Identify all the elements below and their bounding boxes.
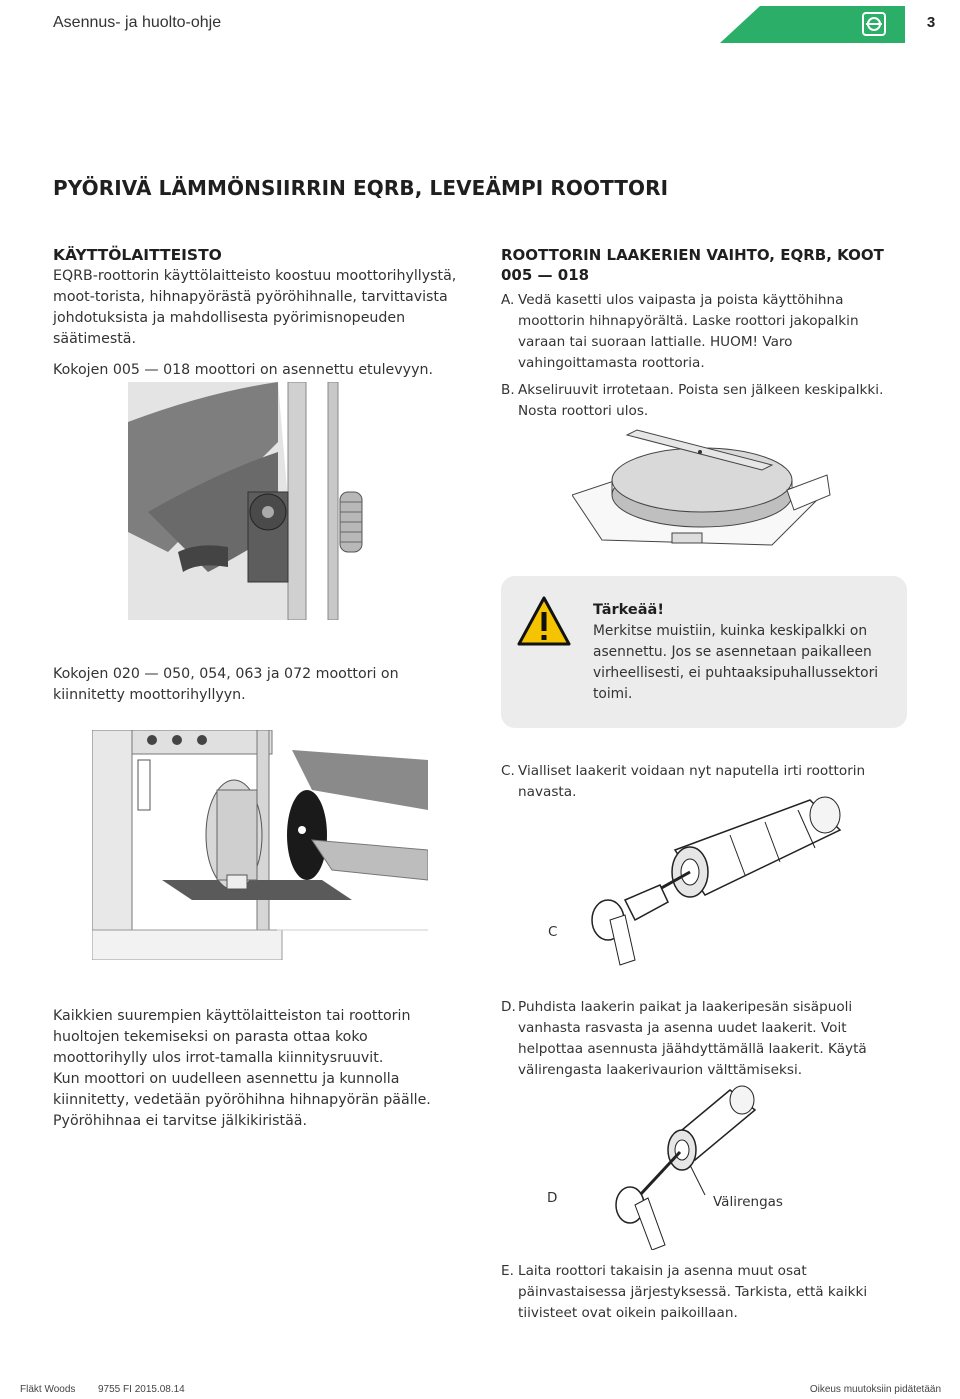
- page-number: 3: [926, 14, 936, 31]
- rotor-beam-figure: [572, 425, 834, 555]
- step-b: [501, 380, 901, 422]
- step-e: [501, 1261, 901, 1324]
- spacer-ring-figure: [600, 1080, 770, 1250]
- drive-section: [53, 245, 463, 381]
- spacer-ring-callout: Välirengas: [713, 1194, 783, 1210]
- footer-brand: Fläkt Woods: [20, 1384, 76, 1395]
- drive-intro: EQRB-roottorin käyttölaitteisto koostuu moottorihyllystä, moot-torista, hihnapyörästä pyöröhihnalle, tarvittavista johdotuksista ja mahdollisesta pyörimisnopeuden säätimestä.: [53, 268, 457, 347]
- step-a: [501, 290, 901, 374]
- document-header-title: Asennus- ja huolto-ohje: [53, 14, 222, 31]
- warning-content: [593, 600, 893, 705]
- service-text-1: Kaikkien suurempien käyttölaitteiston tai roottorin huoltojen tekemiseksi on parasta ottaa koko moottorihylly ulos irrot-tamalla kiinnitysruuvit.: [53, 1008, 411, 1066]
- step-d-letter: D.: [501, 999, 516, 1015]
- figure-c-label: C: [548, 924, 558, 940]
- service-text-2: Kun moottori on uudelleen asennettu ja kunnolla kiinnitetty, vedetään pyöröhihna hihnapyörän päälle.: [53, 1071, 431, 1108]
- warning-text: Merkitse muistiin, kuinka keskipalkki on asennettu. Jos se asennetaan paikalleen virheellisesti, ei puhtaaksipuhallussektori toimi.: [593, 623, 879, 702]
- step-a-text: Vedä kasetti ulos vaipasta ja poista käyttöhihna moottorin hihnapyörältä. Laske roottori jakopalkin varaan tai suoraan lattialle. HUOM! Varo vahingoittamasta roottoria.: [518, 292, 859, 371]
- step-e-letter: E.: [501, 1263, 514, 1279]
- bearing-heading: ROOTTORIN LAAKERIEN VAIHTO, EQRB, KOOT 005 — 018: [501, 246, 884, 284]
- footer-rights: Oikeus muutoksiin pidätetään: [809, 1384, 941, 1395]
- front-plate-motor-figure: [128, 382, 368, 620]
- footer-doc-id: 9755 FI 2015.08.14: [98, 1384, 185, 1395]
- warning-triangle-icon: [516, 595, 572, 647]
- step-b-text: Akseliruuvit irrotetaan. Poista sen jälkeen keskipalkki. Nosta roottori ulos.: [518, 382, 884, 419]
- step-d-text: Puhdista laakerin paikat ja laakeripesän sisäpuoli vanhasta rasvasta ja asenna uudet laakerit. Voit helpottaa asennusta jäähdyttämällä laakerit. Käytä välirengasta laakerivaurion välttämiseksi.: [518, 999, 867, 1078]
- step-b-letter: B.: [501, 382, 515, 398]
- step-c-text: Vialliset laakerit voidaan nyt naputella irti roottorin navasta.: [518, 763, 866, 800]
- service-text-3: Pyöröhihnaa ei tarvitse jälkikiristää.: [53, 1113, 307, 1129]
- warning-title: Tärkeää!: [593, 602, 664, 618]
- bearing-section: [501, 245, 901, 422]
- motor-shelf-figure: [92, 730, 428, 960]
- step-e-text: Laita roottori takaisin ja asenna muut osat päinvastaisessa järjestyksessä. Tarkista, että kaikki tiivisteet ovat oikein paikoillaan.: [518, 1263, 868, 1321]
- main-title: PYÖRIVÄ LÄMMÖNSIIRRIN EQRB, LEVEÄMPI ROOTTORI: [53, 176, 669, 200]
- step-a-letter: A.: [501, 292, 515, 308]
- sizes-large-note: Kokojen 020 — 050, 054, 063 ja 072 moottori on kiinnitetty moottorihyllyyn.: [53, 666, 399, 703]
- drive-heading: KÄYTTÖLAITTEISTO: [53, 246, 222, 264]
- step-c-letter: C.: [501, 763, 515, 779]
- figure-d-label: D: [547, 1190, 558, 1206]
- step-d: [501, 997, 901, 1081]
- sizes-small-note: Kokojen 005 — 018 moottori on asennettu etulevyyn.: [53, 362, 433, 378]
- bearing-removal-figure: [580, 790, 870, 970]
- service-section: [53, 1006, 463, 1132]
